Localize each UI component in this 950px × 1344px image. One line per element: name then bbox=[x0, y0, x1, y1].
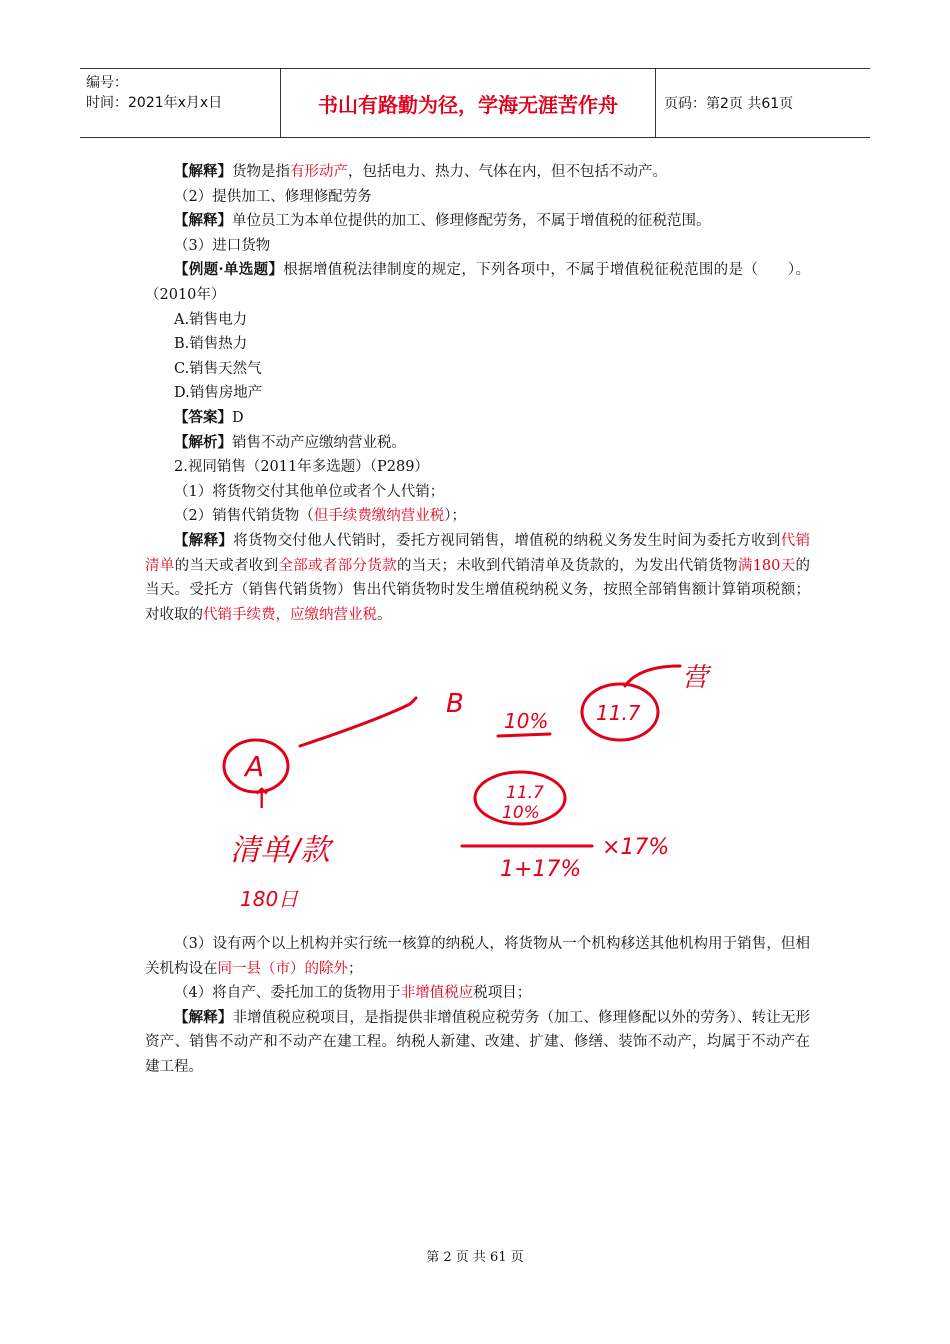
header-motto: 书山有路勤为径，学海无涯苦作舟 bbox=[280, 69, 656, 137]
paragraph bbox=[145, 258, 810, 307]
label-text: 【解释】 bbox=[174, 163, 232, 180]
paragraph bbox=[145, 308, 810, 333]
highlighted-text: 全部或者部分货款 bbox=[278, 557, 397, 574]
text-run: 单位员工为本单位提供的加工、修理修配劳务，不属于增值税的征税范围。 bbox=[232, 213, 711, 230]
text-run: （3）进口货物 bbox=[174, 237, 271, 254]
text-run: B.销售热力 bbox=[174, 336, 248, 353]
highlighted-text: 非增值税应 bbox=[400, 985, 474, 1002]
text-run: D bbox=[232, 409, 244, 426]
paragraph bbox=[145, 185, 810, 210]
underline-rate bbox=[498, 734, 550, 736]
handwritten-sketch bbox=[200, 648, 720, 918]
number-label: 编号： bbox=[86, 75, 128, 91]
paragraph bbox=[145, 160, 810, 185]
paragraph bbox=[145, 455, 810, 480]
text-run: （3）设有两个以上机构并实行统一核算的纳税人，将货物从一个机构移送其他机构用于销售，但相关机构设在 bbox=[145, 936, 810, 977]
page-footer: 第 2 页 共 61 页 bbox=[426, 1250, 524, 1265]
body-section-1 bbox=[145, 160, 810, 627]
text-run: A.销售电力 bbox=[174, 311, 248, 328]
text-run: （4）将自产、委托加工的货物用于 bbox=[174, 985, 401, 1002]
label-times-rate: ×17% bbox=[602, 835, 670, 860]
text-run: ，包括电力、热力、气体在内，但不包括不动产。 bbox=[348, 164, 667, 180]
header-meta bbox=[80, 69, 280, 137]
line-to-ying bbox=[625, 666, 680, 686]
text-run: 非增值税应税项目，是指提供非增值税应税劳务（加工、修理修配以外的劳务）、转让无形资产、销售不动产和不动产在建工程。纳税人新建、改建、扩建、修缮、装饰不动产，均属于不动产在建工程。 bbox=[145, 1009, 811, 1075]
label-text: 【解释】 bbox=[174, 212, 232, 230]
text-run: 税项目； bbox=[473, 985, 532, 1002]
paragraph bbox=[145, 381, 810, 406]
highlighted-text: 但手续费缴纳营业税 bbox=[313, 508, 445, 525]
paragraph bbox=[145, 529, 810, 627]
paragraph bbox=[145, 357, 810, 382]
label-text: 【例题·单选题】 bbox=[174, 261, 284, 279]
highlighted-text: 代销清单 bbox=[145, 532, 811, 574]
paragraph bbox=[145, 431, 810, 456]
label-rate-10: 10% bbox=[504, 709, 549, 733]
text-run: 的当天；未收到代销清单及货款的，为发出代销货物 bbox=[396, 557, 738, 574]
text-run: C.销售天然气 bbox=[174, 360, 262, 377]
paragraph bbox=[145, 932, 810, 981]
paragraph bbox=[145, 504, 810, 529]
label-text: 【解析】 bbox=[174, 433, 232, 451]
label-circled-value: 11.7 bbox=[596, 701, 641, 725]
label-a: A bbox=[245, 750, 265, 783]
page-header bbox=[80, 68, 870, 138]
text-run: ； bbox=[348, 960, 363, 977]
label-text: 【解释】 bbox=[174, 1008, 233, 1026]
text-run: 的当天。受托方（销售代销货物）售出代销货物时发生增值税纳税义务，按照全部销售额计算销项税额；对收取的 bbox=[145, 557, 811, 623]
text-run: 根据增值税法律制度的规定，下列各项中，不属于增值税征税范围的是（ ）。（2010年） bbox=[145, 262, 810, 303]
paragraph bbox=[145, 332, 810, 357]
text-run: （2）提供加工、修理修配劳务 bbox=[174, 188, 372, 205]
line-a-to-b bbox=[300, 698, 416, 746]
text-run: 将货物交付他人代销时，委托方视同销售，增值税的纳税义务发生时间为委托方收到 bbox=[233, 532, 781, 549]
text-run: （1）将货物交付其他单位或者个人代销； bbox=[174, 483, 445, 500]
label-numerator-top: 11.7 bbox=[506, 783, 544, 803]
paragraph bbox=[145, 209, 810, 234]
text-run: 2.视同销售（2011年多选题）（P289） bbox=[174, 459, 429, 476]
text-run: 货物是指 bbox=[232, 164, 290, 180]
arrow-up: ↑ bbox=[250, 782, 274, 815]
highlighted-text: 有形动产 bbox=[290, 164, 348, 180]
highlighted-text: 同一县（市）的除外 bbox=[217, 960, 348, 977]
text-run: 销售不动产应缴纳营业税。 bbox=[232, 434, 406, 451]
label-denominator: 1+17% bbox=[500, 857, 582, 882]
paragraph bbox=[145, 981, 810, 1006]
header-page-number: 页码：第2页 共61页 bbox=[664, 96, 794, 112]
label-text: 【答案】 bbox=[174, 408, 232, 426]
paragraph bbox=[145, 406, 810, 431]
text-run: （2）销售代销货物（ bbox=[174, 508, 314, 525]
body-section-2 bbox=[145, 932, 810, 1080]
label-ying: 营 bbox=[682, 663, 709, 693]
text-run: D.销售房地产 bbox=[174, 385, 263, 402]
label-b: B bbox=[446, 689, 464, 719]
highlighted-text: 满180天 bbox=[737, 557, 796, 574]
highlighted-text: 代销手续费，应缴纳营业税 bbox=[203, 606, 377, 623]
label-numerator-bottom: 10% bbox=[502, 803, 540, 823]
paragraph bbox=[145, 480, 810, 505]
text-run: 的当天或者收到 bbox=[174, 557, 279, 574]
time-label: 时间：2021年x月x日 bbox=[86, 95, 223, 111]
text-run: 。 bbox=[377, 606, 392, 623]
label-text: 【解释】 bbox=[174, 531, 234, 549]
paragraph bbox=[145, 234, 810, 259]
paragraph bbox=[145, 1006, 810, 1080]
text-run: ）； bbox=[444, 508, 466, 525]
label-list-tax: 清单/款 bbox=[230, 833, 331, 868]
label-days: 180日 bbox=[240, 887, 299, 911]
